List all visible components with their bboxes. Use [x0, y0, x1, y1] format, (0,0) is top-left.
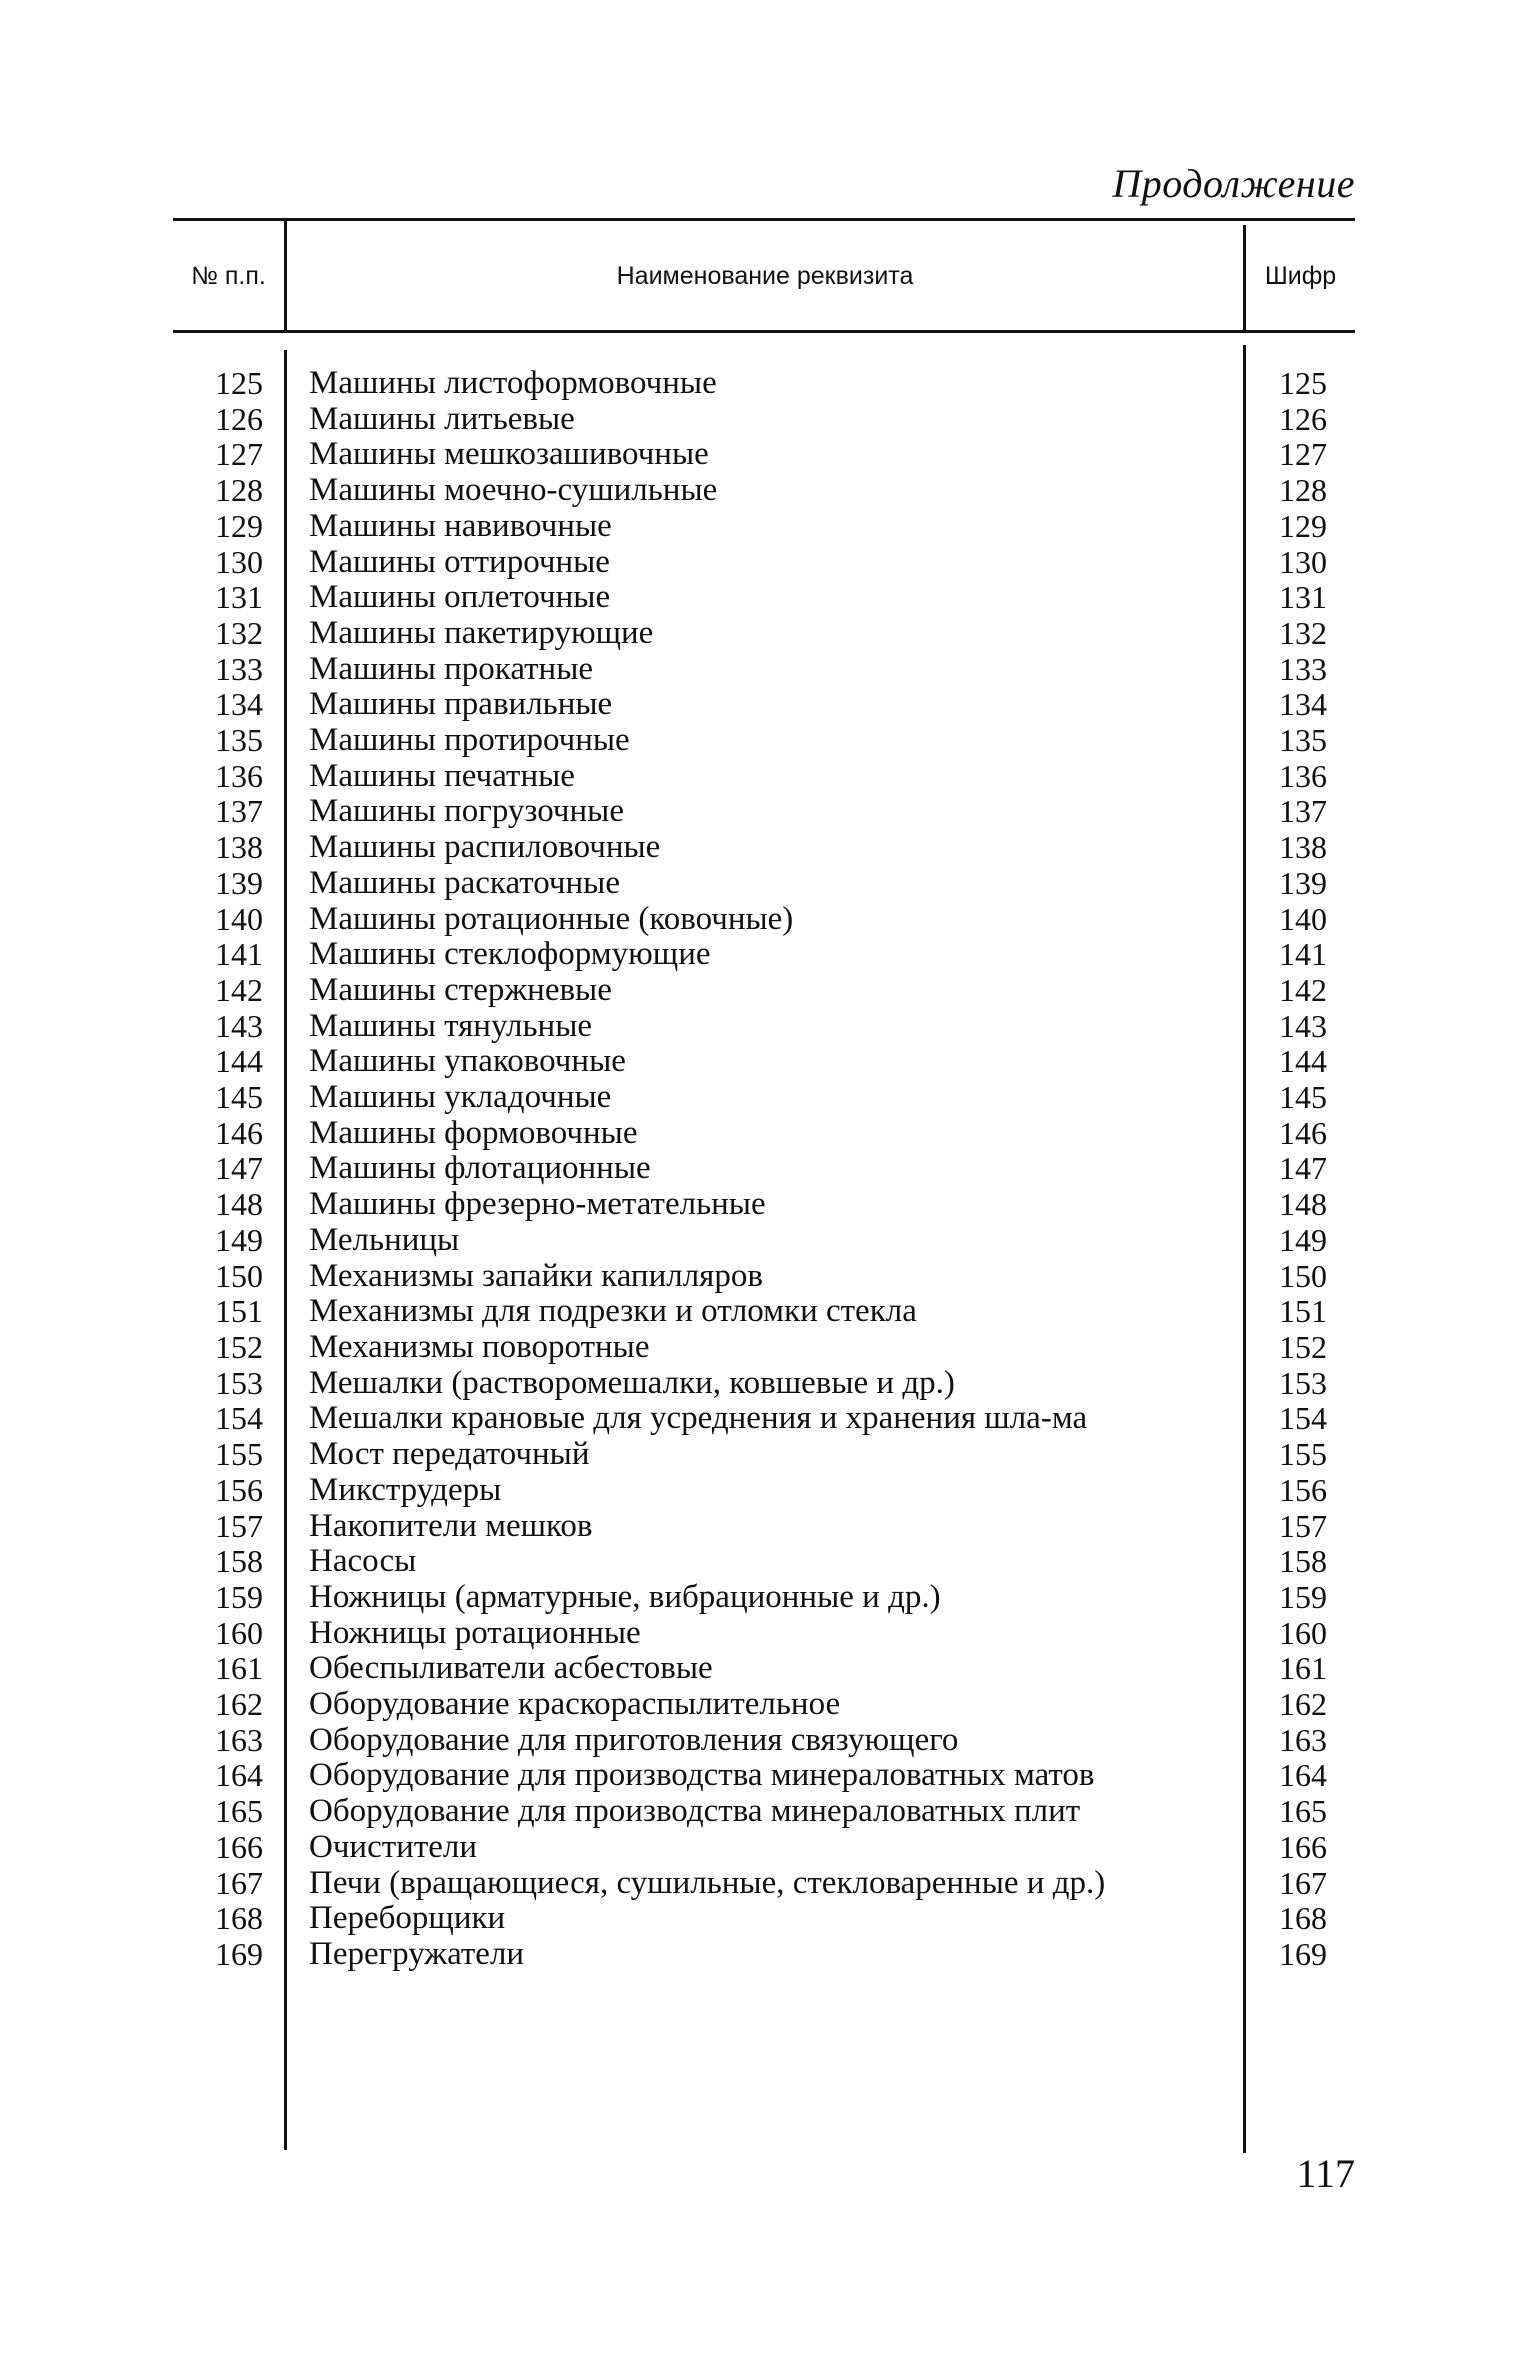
table-row: [173, 1794, 1355, 1830]
row-code: 133: [1279, 650, 1327, 687]
row-code: 164: [1279, 1757, 1327, 1794]
row-number: 152: [215, 1328, 263, 1365]
row-code: 146: [1279, 1114, 1327, 1151]
row-code: 130: [1279, 543, 1327, 580]
row-name: Машины погрузочные: [309, 793, 624, 830]
table-row: [173, 1901, 1355, 1937]
table-row: [173, 723, 1355, 759]
row-number: 169: [215, 1935, 263, 1972]
row-name: Машины укладочные: [309, 1079, 612, 1116]
row-number: 130: [215, 543, 263, 580]
table-row: [173, 830, 1355, 866]
row-code: 126: [1279, 400, 1327, 437]
row-number: 168: [215, 1900, 263, 1937]
row-number: 131: [215, 579, 263, 616]
row-number: 125: [215, 365, 263, 401]
row-number: 166: [215, 1828, 263, 1865]
row-number: 153: [215, 1364, 263, 1401]
table-row: [173, 1509, 1355, 1545]
row-number: 129: [215, 507, 263, 544]
row-number: 160: [215, 1614, 263, 1651]
row-name: Переборщики: [309, 1900, 506, 1937]
table-row: [173, 1116, 1355, 1152]
table-row: [173, 1259, 1355, 1295]
row-number: 161: [215, 1650, 263, 1687]
row-code: 169: [1279, 1935, 1327, 1972]
table-row: [173, 1401, 1355, 1437]
row-number: 148: [215, 1186, 263, 1223]
row-name: Ножницы (арматурные, вибрационные и др.): [309, 1578, 941, 1615]
table-row: [173, 1580, 1355, 1616]
row-name: Мешалки крановые для усреднения и хранения шла-ма: [309, 1400, 1088, 1437]
table-row: [173, 1009, 1355, 1045]
row-code: 158: [1279, 1543, 1327, 1580]
row-name: Оборудование для приготовления связующего: [309, 1721, 959, 1758]
row-number: 164: [215, 1757, 263, 1794]
table-row: [173, 1687, 1355, 1723]
table-row: [173, 973, 1355, 1009]
table-row: [173, 1723, 1355, 1759]
row-code: 143: [1279, 1007, 1327, 1044]
table-body: [173, 366, 1355, 1973]
row-name: Машины литьевые: [309, 400, 575, 437]
row-name: Машины мешкозашивочные: [309, 436, 709, 473]
row-code: 153: [1279, 1364, 1327, 1401]
table-header-rule: [173, 330, 1355, 333]
row-number: 140: [215, 900, 263, 937]
row-code: 156: [1279, 1471, 1327, 1508]
row-number: 155: [215, 1436, 263, 1473]
row-code: 141: [1279, 936, 1327, 973]
table-row: [173, 616, 1355, 652]
row-name: Мешалки (растворомешалки, ковшевые и др.): [309, 1364, 955, 1401]
table-row: [173, 866, 1355, 902]
row-number: 165: [215, 1793, 263, 1830]
row-number: 127: [215, 436, 263, 473]
row-code: 152: [1279, 1328, 1327, 1365]
row-name: Машины моечно-сушильные: [309, 472, 718, 509]
row-code: 144: [1279, 1043, 1327, 1080]
table-row: [173, 1830, 1355, 1866]
row-number: 139: [215, 864, 263, 901]
table-row: [173, 1223, 1355, 1259]
row-number: 134: [215, 686, 263, 723]
row-name: Машины протирочные: [309, 722, 630, 759]
row-name: Микструдеры: [309, 1471, 502, 1508]
row-code: 131: [1279, 579, 1327, 616]
row-code: 166: [1279, 1828, 1327, 1865]
table-row: [173, 1437, 1355, 1473]
table-row: [173, 937, 1355, 973]
table-row: [173, 1044, 1355, 1080]
table-row: [173, 509, 1355, 545]
row-name: Машины стержневые: [309, 971, 612, 1008]
row-number: 132: [215, 614, 263, 651]
row-name: Машины оттирочные: [309, 543, 610, 580]
column-header-number: № п.п.: [191, 262, 266, 290]
row-name: Оборудование краскораспылительное: [309, 1686, 841, 1723]
row-name: Перегружатели: [309, 1935, 525, 1972]
table-row: [173, 1937, 1355, 1973]
row-code: 145: [1279, 1079, 1327, 1116]
table-row: [173, 1294, 1355, 1330]
row-name: Мост передаточный: [309, 1436, 590, 1473]
row-name: Машины распиловочные: [309, 829, 661, 866]
row-number: 157: [215, 1507, 263, 1544]
row-code: 159: [1279, 1578, 1327, 1615]
row-name: Машины пакетирующие: [309, 614, 654, 651]
row-name: Мельницы: [309, 1221, 460, 1258]
row-code: 127: [1279, 436, 1327, 473]
table-row: [173, 545, 1355, 581]
table-row: [173, 759, 1355, 795]
row-number: 167: [215, 1864, 263, 1901]
table-row: [173, 652, 1355, 688]
row-number: 162: [215, 1686, 263, 1723]
row-code: 138: [1279, 829, 1327, 866]
row-code: 161: [1279, 1650, 1327, 1687]
table-row: [173, 1473, 1355, 1509]
table-row: [173, 1758, 1355, 1794]
row-code: 135: [1279, 722, 1327, 759]
row-number: 133: [215, 650, 263, 687]
row-name: Машины правильные: [309, 686, 613, 723]
column-header-code: Шифр: [1264, 262, 1337, 290]
row-number: 150: [215, 1257, 263, 1294]
table-row: [173, 366, 1355, 402]
table-row: [173, 794, 1355, 830]
row-name: Обеспыливатели асбестовые: [309, 1650, 713, 1687]
row-name: Машины стеклоформующие: [309, 936, 711, 973]
row-number: 149: [215, 1221, 263, 1258]
table-row: [173, 1187, 1355, 1223]
row-name: Машины оплеточные: [309, 579, 611, 616]
row-number: 146: [215, 1114, 263, 1151]
row-name: Механизмы для подрезки и отломки стекла: [309, 1293, 917, 1330]
table-row: [173, 437, 1355, 473]
row-name: Оборудование для производства минераловатных плит: [309, 1793, 1081, 1830]
row-code: 139: [1279, 864, 1327, 901]
row-number: 128: [215, 472, 263, 509]
row-number: 141: [215, 936, 263, 973]
row-number: 144: [215, 1043, 263, 1080]
row-name: Машины навивочные: [309, 507, 612, 544]
row-code: 154: [1279, 1400, 1327, 1437]
table-row: [173, 1616, 1355, 1652]
row-code: 157: [1279, 1507, 1327, 1544]
row-name: Машины упаковочные: [309, 1043, 626, 1080]
column-header-name: Наименование реквизита: [616, 262, 914, 290]
row-number: 135: [215, 722, 263, 759]
row-name: Машины тянульные: [309, 1007, 593, 1044]
table-row: [173, 1330, 1355, 1366]
row-code: 137: [1279, 793, 1327, 830]
row-code: 142: [1279, 971, 1327, 1008]
row-code: 132: [1279, 614, 1327, 651]
row-name: Оборудование для производства минераловатных матов: [309, 1757, 1095, 1794]
row-number: 137: [215, 793, 263, 830]
row-name: Машины печатные: [309, 757, 575, 794]
table-row: [173, 580, 1355, 616]
row-number: 163: [215, 1721, 263, 1758]
row-code: 148: [1279, 1186, 1327, 1223]
row-code: 149: [1279, 1221, 1327, 1258]
continued-label: Продолжение: [1112, 161, 1355, 206]
row-number: 158: [215, 1543, 263, 1580]
row-name: Механизмы поворотные: [309, 1328, 650, 1365]
row-code: 125: [1279, 365, 1327, 401]
row-code: 140: [1279, 900, 1327, 937]
row-number: 159: [215, 1578, 263, 1615]
row-code: 150: [1279, 1257, 1327, 1294]
row-code: 151: [1279, 1293, 1327, 1330]
row-number: 156: [215, 1471, 263, 1508]
table-row: [173, 1866, 1355, 1902]
row-number: 151: [215, 1293, 263, 1330]
table-row: [173, 473, 1355, 509]
table-row: [173, 687, 1355, 723]
table-row: [173, 1651, 1355, 1687]
table-top-rule: [173, 218, 1355, 221]
row-name: Машины листоформовочные: [309, 365, 717, 401]
table-row: [173, 1080, 1355, 1116]
row-name: Машины прокатные: [309, 650, 594, 687]
row-name: Печи (вращающиеся, сушильные, стекловаренные и др.): [309, 1864, 1106, 1901]
row-name: Механизмы запайки капилляров: [309, 1257, 763, 1294]
row-name: Ножницы ротационные: [309, 1614, 641, 1651]
table-row: [173, 1544, 1355, 1580]
row-number: 154: [215, 1400, 263, 1437]
row-code: 155: [1279, 1436, 1327, 1473]
row-code: 163: [1279, 1721, 1327, 1758]
row-number: 145: [215, 1079, 263, 1116]
row-code: 165: [1279, 1793, 1327, 1830]
row-name: Машины ротационные (ковочные): [309, 900, 794, 937]
row-number: 136: [215, 757, 263, 794]
row-number: 142: [215, 971, 263, 1008]
row-code: 162: [1279, 1686, 1327, 1723]
row-number: 138: [215, 829, 263, 866]
row-number: 143: [215, 1007, 263, 1044]
row-name: Машины раскаточные: [309, 864, 620, 901]
row-name: Машины формовочные: [309, 1114, 638, 1151]
row-name: Машины фрезерно-метательные: [309, 1186, 766, 1223]
row-name: Накопители мешков: [309, 1507, 593, 1544]
row-code: 167: [1279, 1864, 1327, 1901]
row-code: 168: [1279, 1900, 1327, 1937]
row-name: Машины флотационные: [309, 1150, 651, 1187]
row-code: 160: [1279, 1614, 1327, 1651]
row-name: Очистители: [309, 1828, 478, 1865]
row-number: 126: [215, 400, 263, 437]
table-row: [173, 402, 1355, 438]
row-code: 129: [1279, 507, 1327, 544]
row-number: 147: [215, 1150, 263, 1187]
row-code: 134: [1279, 686, 1327, 723]
row-code: 128: [1279, 472, 1327, 509]
table-row: [173, 1151, 1355, 1187]
table-row: [173, 1366, 1355, 1402]
row-name: Насосы: [309, 1543, 417, 1580]
row-code: 147: [1279, 1150, 1327, 1187]
row-code: 136: [1279, 757, 1327, 794]
table-row: [173, 902, 1355, 938]
page-number: 117: [1296, 2151, 1355, 2196]
